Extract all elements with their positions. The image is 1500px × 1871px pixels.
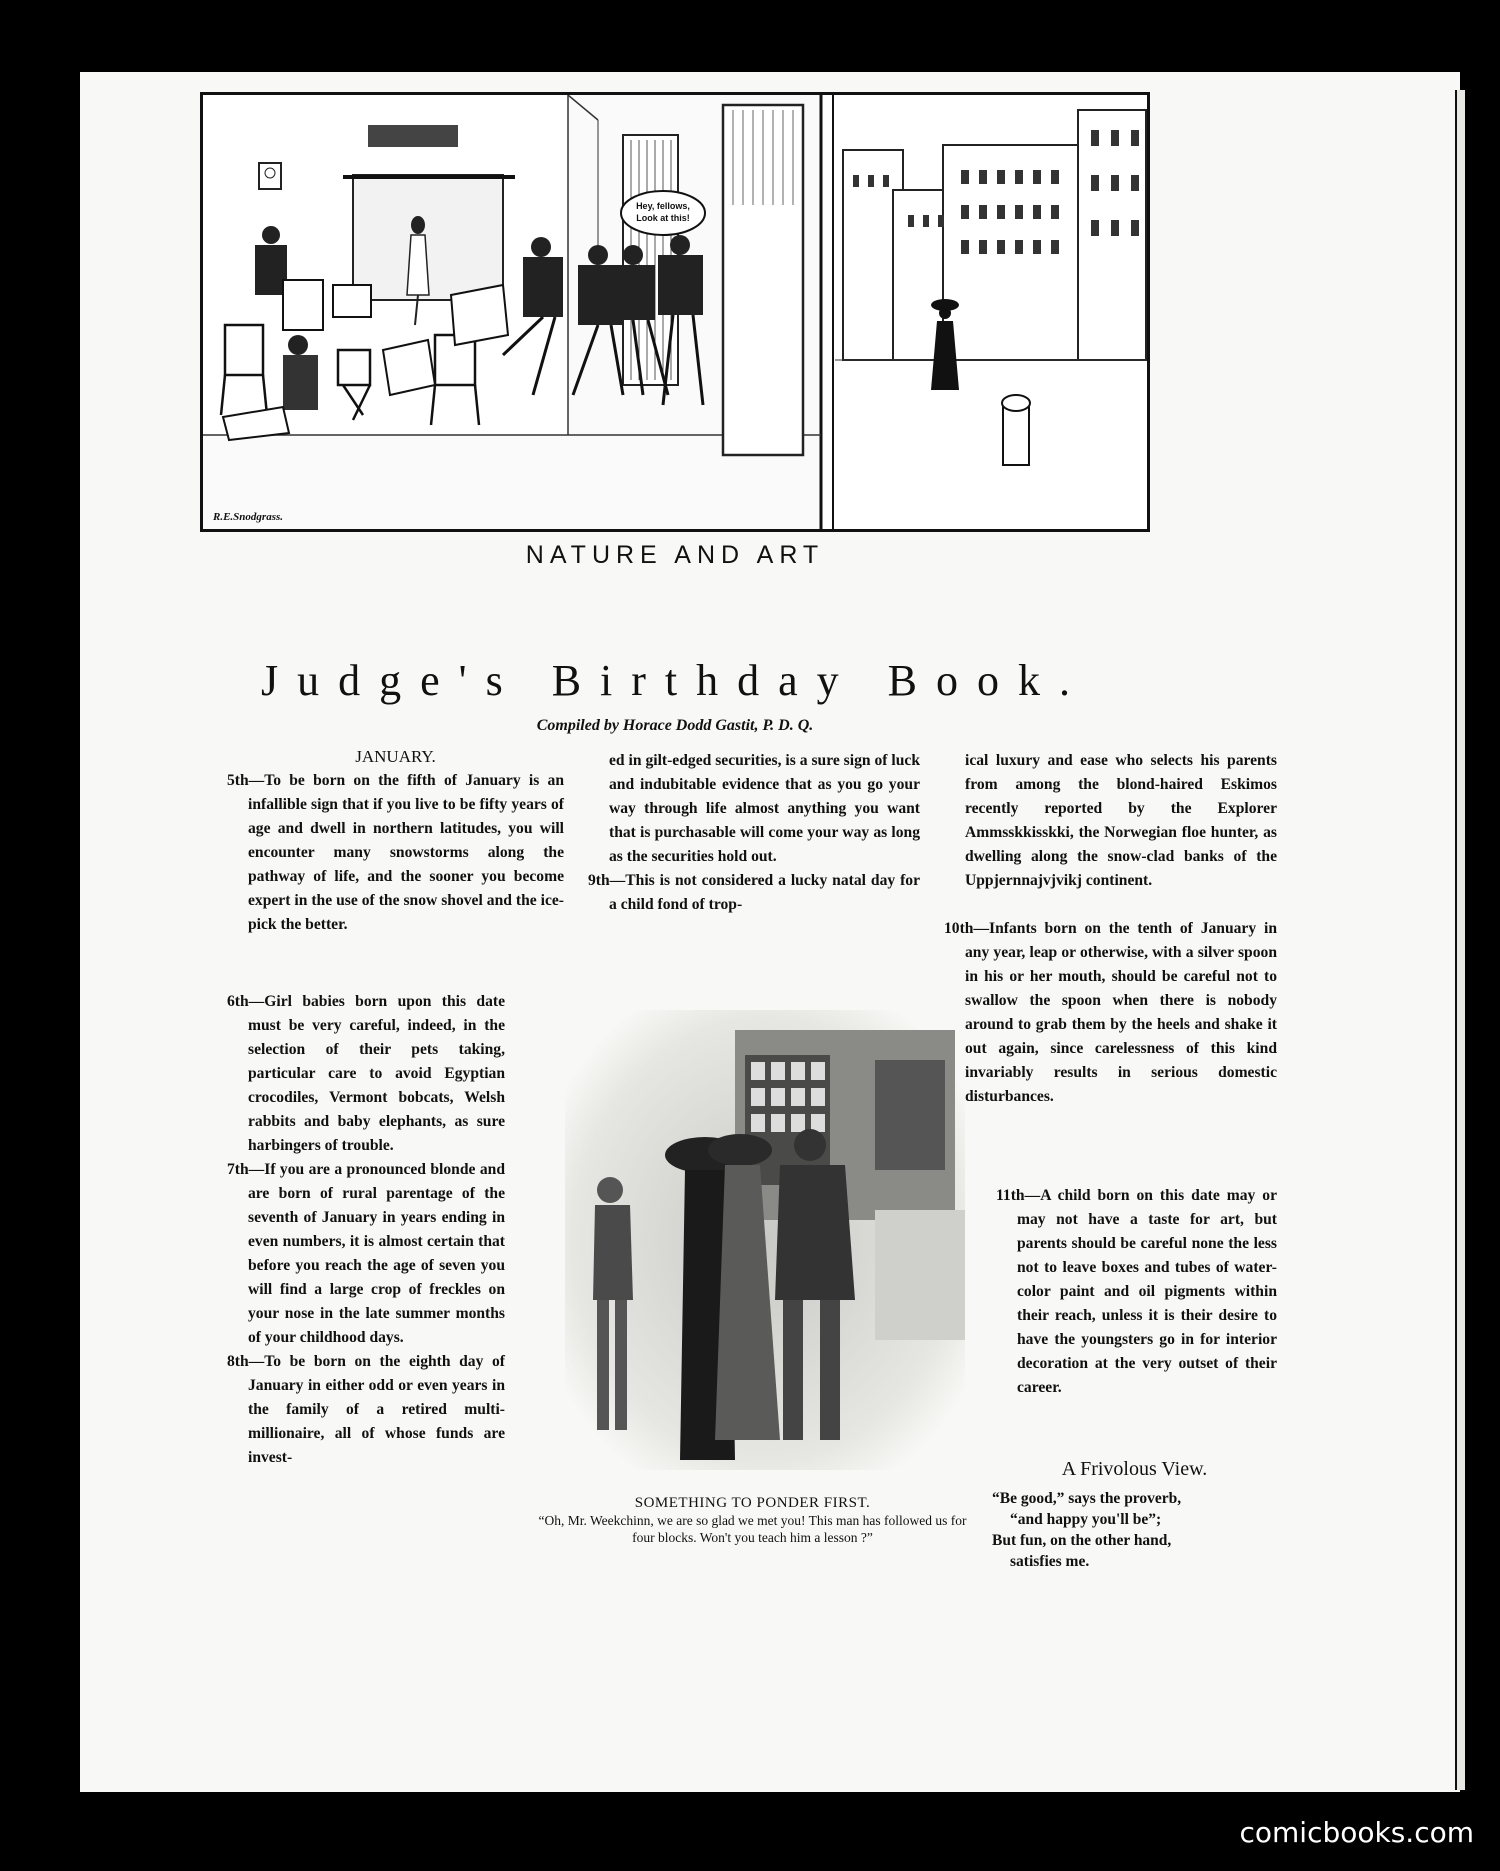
- entry-7th: 7th—If you are a pronounced blonde and are born of rural parentage of the seventh of January in years ending in even numbers, it is almost certain that before you reach the age of seven you will find a large crop of freckles on your nose in the late summer months of your childhood days.: [227, 1161, 505, 1346]
- photo-caption-title: SOMETHING TO PONDER FIRST.: [634, 1495, 871, 1511]
- cartoon-signature: R.E.Snodgrass.: [213, 511, 284, 523]
- column-1: [227, 745, 564, 937]
- cartoon-caption: NATURE AND ART: [525, 541, 825, 569]
- column-3-middle: [944, 917, 1277, 1109]
- photograph: [545, 1000, 975, 1480]
- month-heading: JANUARY.: [355, 747, 436, 766]
- entry-10th: 10th—Infants born on the tenth of January in any year, leap or otherwise, with a silver spoon in his or her mouth, should be careful not to swallow the spoon when there is nobody around to grab them by the heels and shake it out again, since carelessness of this kind invariably results in serious domestic disturbances.: [944, 920, 1277, 1105]
- verse-line-2: “and happy you'll be”;: [1010, 1511, 1162, 1528]
- entry-9th-cont: ical luxury and ease who selects his parents from among the blond-haired Eskimos recently reported by the Explorer Ammsskkisskki, the Norwegian floe hunter, as dwelling along the snow-clad banks of the Uppjernnajvjvikj continent.: [965, 752, 1277, 889]
- entry-9th: 9th—This is not considered a lucky natal day for a child fond of trop-: [588, 872, 920, 913]
- entry-8th: 8th—To be born on the eighth day of January in either odd or even years in the family of a retired multi-millionaire, all of whose funds are invest-: [227, 1353, 505, 1466]
- column-3-lower: [996, 1184, 1277, 1400]
- entry-8th-cont: ed in gilt-edged securities, is a sure sign of luck and indubitable evidence that as you go your way through life almost anything you want that is purchasable will come your way as long as the securities hold out.: [609, 752, 920, 865]
- page-binding-edge: [1455, 90, 1465, 1790]
- article-title: Judge's Birthday Book.: [260, 656, 1090, 705]
- entry-5th: 5th—To be born on the fifth of January is an infallible sign that if you live to be fifty years of age and dwell in northern latitudes, you will encounter many snowstorms along the pathway of life, and the sooner you become expert in the use of the snow shovel and the ice-pick the better.: [227, 772, 564, 933]
- photo-drawing: [545, 1000, 975, 1480]
- speech-line-2: Look at this!: [636, 213, 690, 223]
- column-2: [588, 749, 920, 917]
- verse-line-1: “Be good,” says the proverb,: [992, 1490, 1182, 1507]
- entry-11th: 11th—A child born on this date may or may not have a taste for art, but parents should be careful none the less not to leave boxes and tubes of water-color paint and oil pigments within their reach, unless it is their desire to have the youngsters go in for interior decoration at the very outset of their career.: [996, 1187, 1277, 1396]
- photo-caption-text: “Oh, Mr. Weekchinn, we are so glad we met you! This man has followed us for four blocks. Won't you teach him a lesson ?”: [538, 1513, 967, 1545]
- speech-line-1: Hey, fellows,: [636, 201, 690, 211]
- sidebar-title: A Frivolous View.: [1061, 1458, 1208, 1480]
- column-3: [944, 749, 1277, 893]
- cartoon-illustration: [200, 92, 1150, 532]
- watermark: comicbooks.com: [1239, 1816, 1474, 1849]
- article-byline: Compiled by Horace Dodd Gastit, P. D. Q.: [536, 717, 814, 734]
- verse-line-3: But fun, on the other hand,: [992, 1532, 1172, 1549]
- verse-line-4: satisfies me.: [1010, 1553, 1090, 1570]
- entry-6th: 6th—Girl babies born upon this date must be very careful, indeed, in the selection of their pets taking, particular care to avoid Egyptian crocodiles, Vermont bobcats, Welsh rabbits and baby elephants, as sure harbingers of trouble.: [227, 993, 505, 1154]
- photo-caption: [535, 1495, 970, 1546]
- column-1-lower: [227, 990, 505, 1470]
- cartoon-drawing: [203, 95, 1147, 529]
- sidebar-verse: [992, 1488, 1282, 1572]
